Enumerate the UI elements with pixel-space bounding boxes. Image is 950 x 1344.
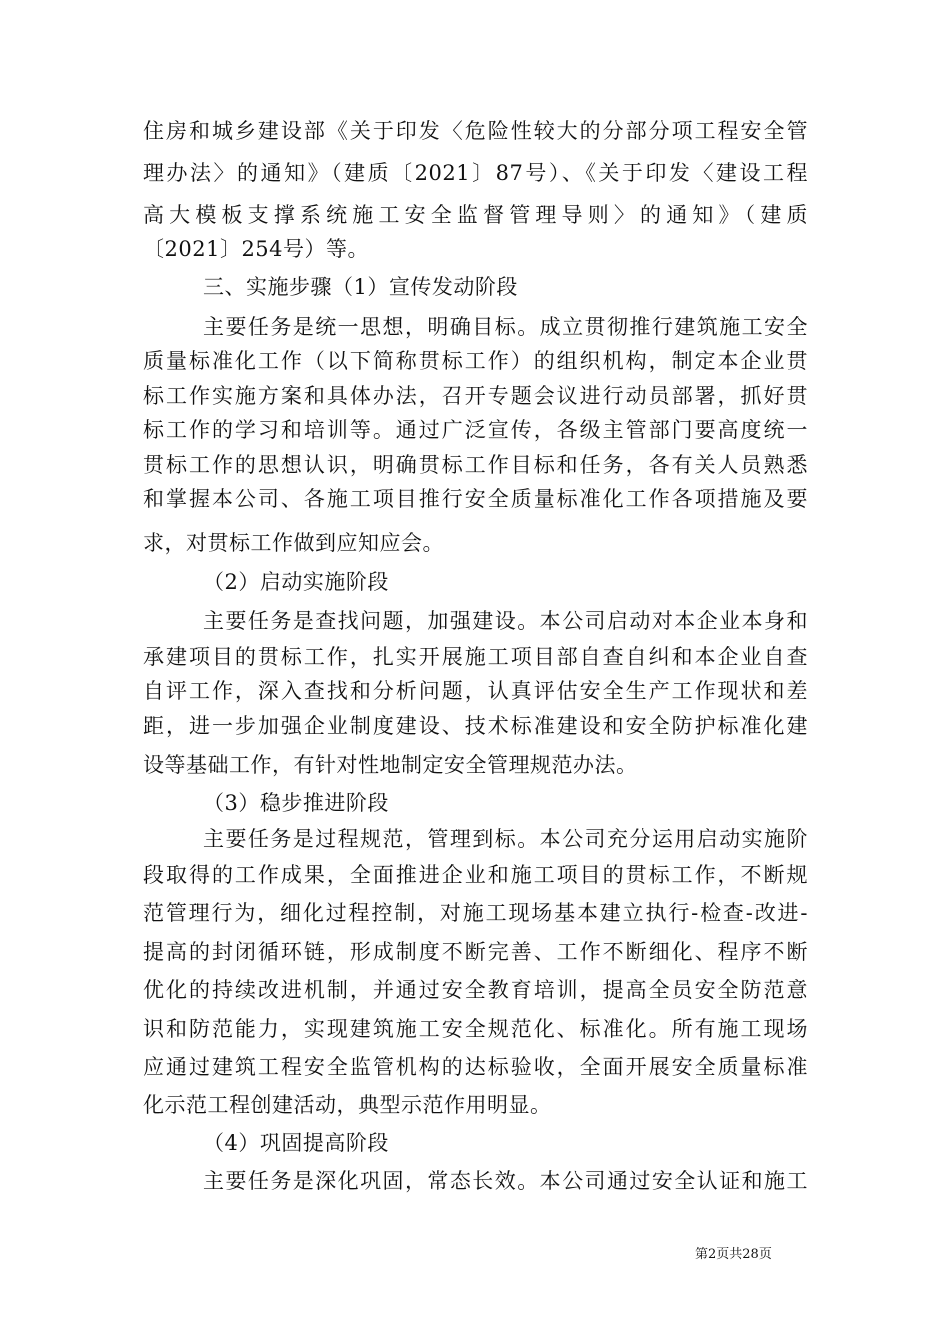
body-line-22: 范管理行为，细化过程控制，对施工现场基本建立执行-检查-改进-	[143, 901, 808, 925]
body-line-26: 应通过建筑工程安全监管机构的达标验收，全面开展安全质量标准	[143, 1055, 808, 1079]
subheading-stage-4: （4）巩固提高阶段	[203, 1131, 389, 1155]
body-line-16: 自评工作，深入查找和分析问题，认真评估安全生产工作现状和差	[143, 679, 808, 703]
body-line-7: 质量标准化工作（以下简称贯标工作）的组织机构，制定本企业贯	[143, 349, 808, 373]
body-line-25: 识和防范能力，实现建筑施工安全规范化、标准化。所有施工现场	[143, 1017, 808, 1041]
page-number: 第2页共28页	[695, 1247, 772, 1262]
body-line-14: 主要任务是查找问题，加强建设。本公司启动对本企业本身和	[203, 609, 808, 633]
body-line-4: 〔2021〕254号）等。	[143, 237, 370, 261]
body-line-3: 高大模板支撑系统施工安全监督管理导则〉的通知》（建质	[143, 203, 808, 227]
subheading-stage-3: （3）稳步推进阶段	[203, 791, 389, 815]
subheading-stage-2: （2）启动实施阶段	[203, 570, 389, 594]
body-line-1: 住房和城乡建设部《关于印发〈危险性较大的分部分项工程安全管	[143, 119, 808, 143]
body-line-18: 设等基础工作，有针对性地制定安全管理规范办法。	[143, 753, 638, 777]
body-line-24: 优化的持续改进机制，并通过安全教育培训，提高全员安全防范意	[143, 978, 808, 1002]
body-line-21: 段取得的工作成果，全面推进企业和施工项目的贯标工作，不断规	[143, 863, 808, 887]
body-line-11: 和掌握本公司、各施工项目推行安全质量标准化工作各项措施及要	[143, 487, 808, 511]
body-line-20: 主要任务是过程规范，管理到标。本公司充分运用启动实施阶	[203, 827, 808, 851]
body-line-15: 承建项目的贯标工作，扎实开展施工项目部自查自纠和本企业自查	[143, 645, 808, 669]
body-line-10: 贯标工作的思想认识，明确贯标工作目标和任务，各有关人员熟悉	[143, 453, 808, 477]
section-heading-implementation-steps: 三、实施步骤（1）宣传发动阶段	[203, 275, 518, 299]
body-line-12: 求，对贯标工作做到应知应会。	[143, 531, 444, 555]
body-line-17: 距，进一步加强企业制度建设、技术标准建设和安全防护标准化建	[143, 714, 808, 738]
body-line-6: 主要任务是统一思想，明确目标。成立贯彻推行建筑施工安全	[203, 315, 808, 339]
body-line-23: 提高的封闭循环链，形成制度不断完善、工作不断细化、程序不断	[143, 940, 808, 964]
body-line-8: 标工作实施方案和具体办法，召开专题会议进行动员部署，抓好贯	[143, 384, 808, 408]
body-line-29: 主要任务是深化巩固，常态长效。本公司通过安全认证和施工	[203, 1169, 808, 1193]
body-line-9: 标工作的学习和培训等。通过广泛宣传，各级主管部门要高度统一	[143, 418, 808, 442]
body-line-2: 理办法〉的通知》（建质〔2021〕87号）、《关于印发〈建设工程	[143, 161, 808, 185]
body-line-27: 化示范工程创建活动，典型示范作用明显。	[143, 1093, 552, 1117]
